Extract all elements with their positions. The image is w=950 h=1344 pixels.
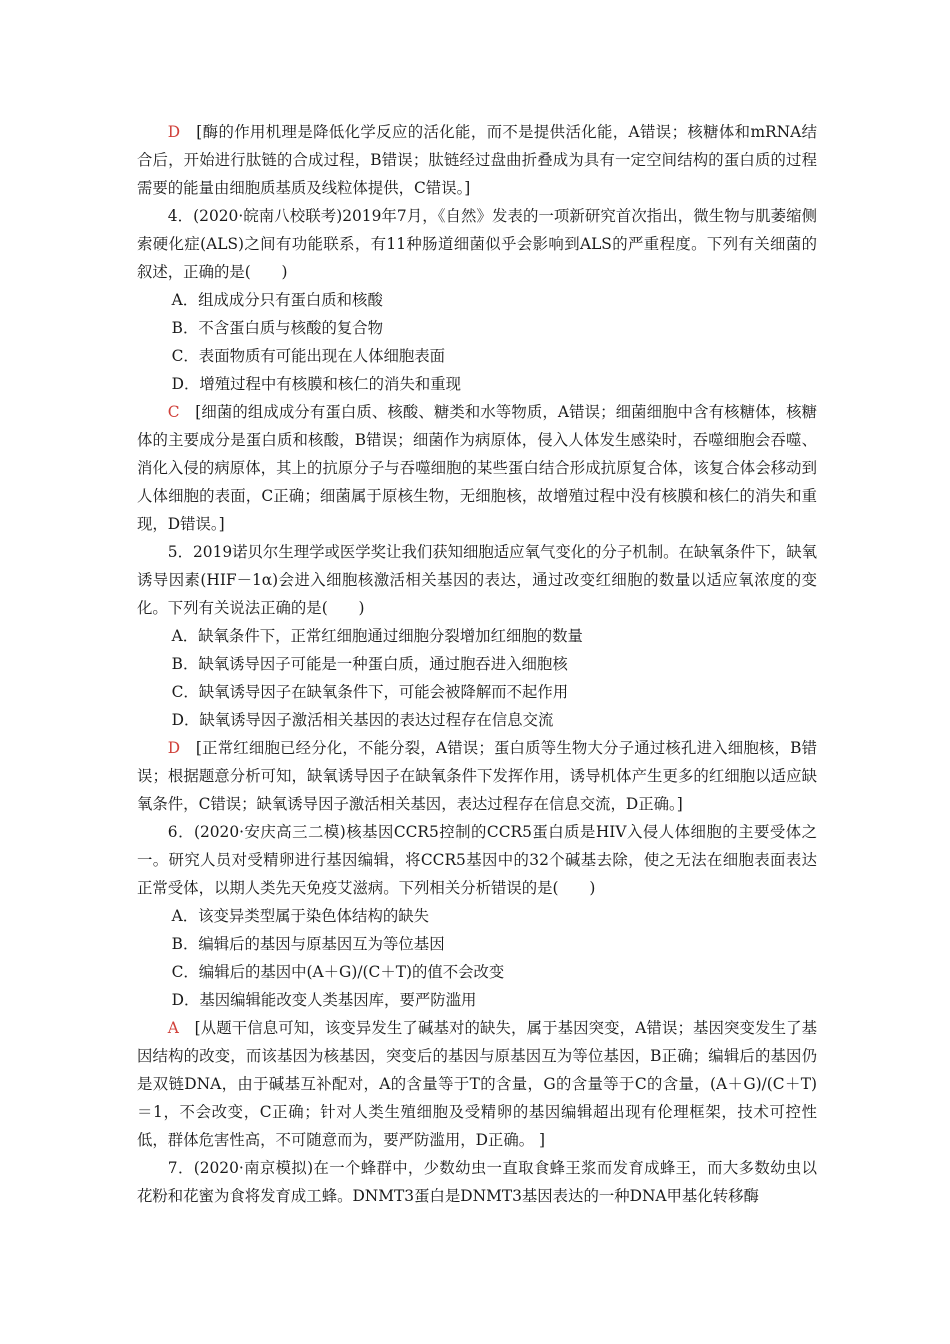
- option-d: D．缺氧诱导因子激活相关基因的表达过程存在信息交流: [171, 711, 554, 729]
- explanation-text: [酶的作用机理是降低化学反应的活化能，而不是提供活化能，A错误；核糖体和mRNA结合后，开始进行肽链的合成过程，B错误；肽链经过盘曲折叠成为具有一定空间结构的蛋白质的过程需要的能量由细胞质基质及线粒体提供，C错误。]: [137, 123, 817, 197]
- question-stem-q6: 6．(2020·安庆高三二模)核基因CCR5控制的CCR5蛋白质是HIV入侵人体细胞的主要受体之一。研究人员对受精卵进行基因编辑，将CCR5基因中的32个碱基去除，使之无法在细胞表面表达正常受体，以期人类先天免疫艾滋病。下列相关分析错误的是( ): [137, 823, 817, 897]
- question-stem-q5: 5．2019诺贝尔生理学或医学奖让我们获知细胞适应氧气变化的分子机制。在缺氧条件下，缺氧诱导因素(HIF－1α)会进入细胞核激活相关基因的表达，通过改变红细胞的数量以适应氧浓度的变化。下列有关说法正确的是( ): [137, 543, 817, 617]
- option-b: B．不含蛋白质与核酸的复合物: [171, 319, 384, 337]
- option-b: B．缺氧诱导因子可能是一种蛋白质，通过胞吞进入细胞核: [171, 655, 568, 673]
- answer-letter: D: [167, 123, 181, 141]
- explanation-text: [正常红细胞已经分化，不能分裂，A错误；蛋白质等生物大分子通过核孔进入细胞核，B错误；根据题意分析可知，缺氧诱导因子在缺氧条件下发挥作用，诱导机体产生更多的红细胞以适应缺氧条件，C错误；缺氧诱导因子激活相关基因，表达过程存在信息交流，D正确。]: [137, 739, 817, 813]
- question-stem-q4: 4．(2020·皖南八校联考)2019年7月，《自然》发表的一项新研究首次指出，微生物与肌萎缩侧索硬化症(ALS)之间有功能联系，有11种肠道细菌似乎会影响到ALS的严重程度。下列有关细菌的叙述，正确的是( ): [137, 207, 817, 281]
- option-a: A．缺氧条件下，正常红细胞通过细胞分裂增加红细胞的数量: [171, 627, 583, 645]
- option-c: C．表面物质有可能出现在人体细胞表面: [171, 347, 446, 365]
- option-b: B．编辑后的基因与原基因互为等位基因: [171, 935, 445, 953]
- option-c: C．编辑后的基因中(A＋G)/(C＋T)的值不会改变: [171, 963, 505, 981]
- explanation-text: [细菌的组成成分有蛋白质、核酸、糖类和水等物质，A错误；细菌细胞中含有核糖体，核糖体的主要成分是蛋白质和核酸，B错误；细菌作为病原体，侵入人体发生感染时，吞噬细胞会吞噬、消化入侵的病原体，其上的抗原分子与吞噬细胞的某些蛋白结合形成抗原复合体，该复合体会移动到人体细胞的表面，C正确；细菌属于原核生物，无细胞核，故增殖过程中没有核膜和核仁的消失和重现，D错误。]: [137, 403, 817, 533]
- document-page: [137, 118, 817, 1210]
- option-a: A．组成成分只有蛋白质和核酸: [171, 291, 383, 309]
- option-d: D．基因编辑能改变人类基因库，要严防滥用: [171, 991, 477, 1009]
- answer-explanation-q5: [137, 734, 817, 818]
- question-stem-q7: 7．(2020·南京模拟)在一个蜂群中，少数幼虫一直取食蜂王浆而发育成蜂王，而大多数幼虫以花粉和花蜜为食将发育成工蜂。DNMT3蛋白是DNMT3基因表达的一种DNA甲基化转移酶: [137, 1159, 817, 1205]
- explanation-text: [从题干信息可知，该变异发生了碱基对的缺失，属于基因突变，A错误；基因突变发生了基因结构的改变，而该基因为核基因，突变后的基因与原基因互为等位基因，B正确；编辑后的基因仍是双链DNA，由于碱基互补配对，A的含量等于T的含量，G的含量等于C的含量，(A＋G)/(C＋T)＝1，不会改变，C正确；针对人类生殖细胞及受精卵的基因编辑超出现有伦理框架，技术可控性低，群体危害性高，不可随意而为，要严防滥用，D正确。 ]: [137, 1019, 817, 1149]
- answer-letter: C: [167, 403, 180, 421]
- option-d: D．增殖过程中有核膜和核仁的消失和重现: [171, 375, 462, 393]
- option-a: A．该变异类型属于染色体结构的缺失: [171, 907, 430, 925]
- answer-explanation-q3: [137, 118, 817, 202]
- option-c: C．缺氧诱导因子在缺氧条件下，可能会被降解而不起作用: [171, 683, 569, 701]
- answer-explanation-q4: [137, 398, 817, 538]
- answer-letter: D: [167, 739, 181, 757]
- answer-explanation-q6: [137, 1014, 817, 1154]
- answer-letter: A: [167, 1019, 179, 1037]
